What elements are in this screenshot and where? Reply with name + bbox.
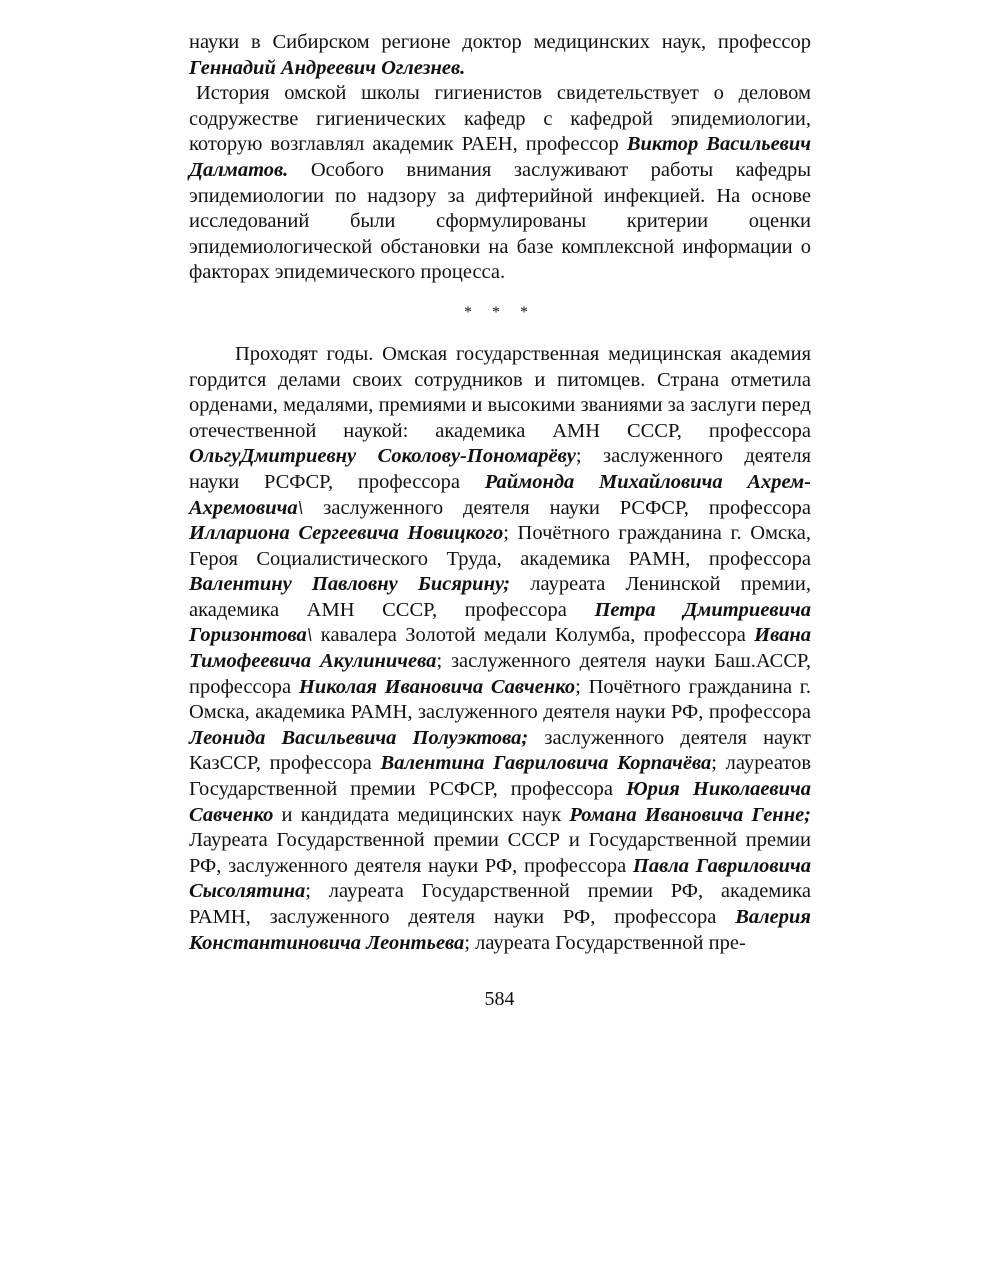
paragraph-3-text: Проходят годы. Омская государственная медицинская академия гордится делами своих сотрудников и питомцев. Страна отметила орденами, медалями, премиями и высокими званиями за заслуги перед отечественной наукой: академика АМН СССР, профессора bbox=[189, 342, 811, 442]
person-name: Романа Ивановича Генне; bbox=[569, 803, 811, 826]
person-name: Юрия Николаевича Савченко bbox=[189, 778, 812, 826]
person-name: Валерия Константиновича Леонтьева bbox=[189, 906, 811, 954]
paragraph-3-text: ; лауреата Государственной пре- bbox=[464, 931, 746, 954]
person-name: Виктор Васильевич Далматов. bbox=[189, 133, 812, 181]
paragraph-2-text: Особого внимания заслуживают работы кафедры эпидемиологии по надзору за дифтерийной инфекцией. На основе исследований были сформулированы критерии оценки эпидемиологической обстановки на базе комплексной информации о факторах эпидемического процесса. bbox=[189, 158, 811, 284]
person-name: Петра Дмитриевича Горизонтова\ bbox=[189, 598, 811, 647]
person-name: Павла Гавриловича Сысолятина bbox=[189, 854, 811, 903]
paragraph-3-text: ; заслуженного деятеля науки РСФСР, профессора bbox=[189, 445, 811, 493]
paragraph-3-text: Лауреата Государственной премии СССР и Государственной премии РФ, заслуженного деятеля науки РФ, профессора bbox=[189, 829, 811, 877]
paragraph-3-text: ; Почётного гражданина г. Омска, Героя Социалистического Труда, академика РАМН, профессора bbox=[189, 522, 812, 570]
paragraph-1 bbox=[189, 30, 811, 81]
paragraph-3-text: и кандидата медицинских наук bbox=[273, 803, 570, 826]
paragraph-3 bbox=[189, 342, 811, 956]
section-separator: * * * bbox=[464, 303, 536, 321]
paragraph-2-text: История омской школы гигиенистов свидетельствует о деловом содружестве гигиенических кафедр с кафедрой эпидемиологии, которую возглавлял академик РАЕН, профессор bbox=[189, 82, 811, 156]
page-body bbox=[189, 30, 811, 956]
paragraph-3-text: кавалера Золотой медали Колумба, профессора bbox=[312, 624, 755, 647]
paragraph-1-text: науки в Сибирском регионе доктор медицинских наук, профессор bbox=[189, 31, 811, 53]
person-name: Николая Ивановича Савченко bbox=[298, 675, 576, 698]
paragraph-2 bbox=[189, 81, 811, 286]
paragraph-3-text: ; Почётного гражданина г. Омска, академика РАМН, заслуженного деятеля науки РФ, профессора bbox=[189, 675, 812, 724]
person-name: Раймонда Михайловича Ахрем-Ахремовича\ bbox=[189, 470, 811, 519]
page-number: 584 bbox=[484, 988, 515, 1010]
person-name: Валентину Павловну Бисярину; bbox=[189, 573, 511, 596]
paragraph-3-text: заслуженного деятеля науки РСФСР, профессора bbox=[303, 496, 811, 519]
paragraph-3-text: ; заслуженного деятеля науки Баш.АССР, профессора bbox=[189, 650, 811, 698]
person-name: ОльгуДмитриевну Соколову-Пономарёву bbox=[189, 445, 576, 468]
person-name: Леонида Васильевича Полуэктова; bbox=[189, 726, 529, 749]
paragraph-3-text: ; лауреатов Государственной премии РСФСР, профессора bbox=[189, 752, 812, 801]
paragraph-3-text: заслуженного деятеля наукт КазССР, профессора bbox=[189, 726, 811, 775]
paragraph-3-text: лауреата Ленинской премии, академика АМН СССР, профессора bbox=[189, 573, 811, 621]
paragraph-3-text: ; лауреата Государственной премии РФ, академика РАМН, заслуженного деятеля науки РФ, профессора bbox=[189, 880, 811, 928]
person-name: Геннадий Андреевич Оглезнев. bbox=[189, 56, 466, 79]
person-name: Ивана Тимофеевича Акулиничева bbox=[189, 624, 811, 673]
person-name: Валентина Гавриловича Корпачёва bbox=[380, 752, 712, 775]
person-name: Иллариона Сергеевича Новицкого bbox=[189, 522, 504, 545]
